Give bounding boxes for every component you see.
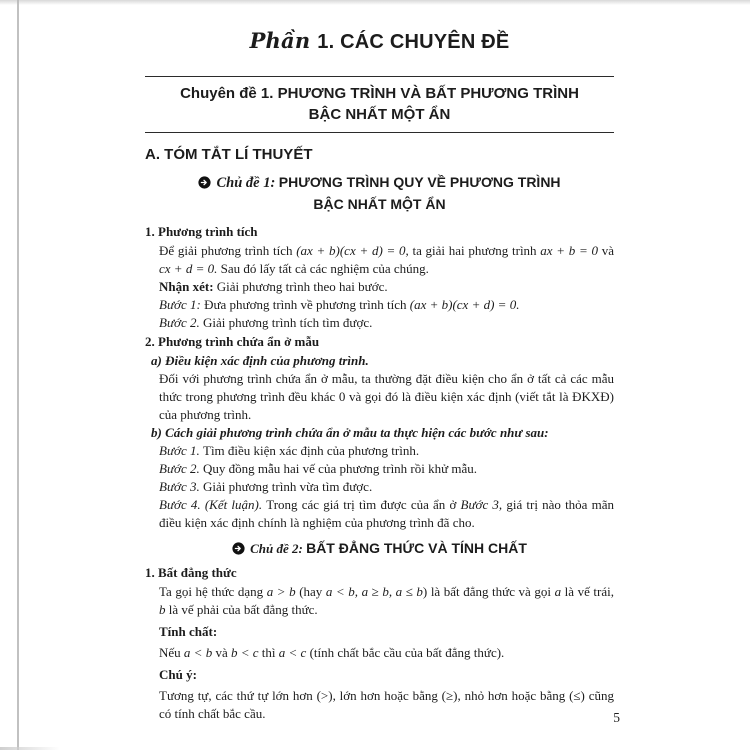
content-block-num-heading xyxy=(145,333,614,351)
text-segment: Bước 2. xyxy=(159,315,203,330)
text-segment: là vế phải của bất đẳng thức. xyxy=(165,602,318,617)
topic1-title-line2: BẬC NHẤT MỘT ẨN xyxy=(313,196,446,212)
content-block-body xyxy=(145,442,614,460)
text-segment: Giải phương trình vừa tìm được. xyxy=(203,479,373,494)
text-segment: a < c xyxy=(278,645,307,660)
text-segment: b < c xyxy=(230,645,259,660)
content-block-body xyxy=(145,644,614,662)
text-segment: a xyxy=(554,584,562,599)
content-block-body xyxy=(145,278,614,296)
topic1-heading-line1 xyxy=(145,172,614,194)
text-segment: Sau đó lấy tất cả các nghiệm của chúng. xyxy=(217,261,429,276)
content-block-body xyxy=(145,496,614,532)
text-segment: (hay xyxy=(295,584,326,599)
text-segment: Bước 2. xyxy=(159,461,203,476)
book-page-content xyxy=(145,0,614,723)
text-segment: Bước 1: xyxy=(159,297,205,312)
content-block-body xyxy=(145,583,614,619)
text-segment: Giải phương trình theo hai bước. xyxy=(216,279,388,294)
content-blocks xyxy=(145,223,614,723)
text-segment: BẤT ĐẲNG THỨC VÀ TÍNH CHẤT xyxy=(306,540,527,556)
text-segment: (ax + b)(cx + d) = 0, xyxy=(296,243,409,258)
text-segment: Đưa phương trình về phương trình tích xyxy=(204,297,410,312)
text-segment: Trong các giá trị tìm được của ẩn ở xyxy=(266,497,461,512)
content-block-body xyxy=(145,370,614,424)
text-segment: Đối với phương trình chứa ẩn ở mẫu, ta thường đặt điều kiện cho ẩn ở tất cả các mẫu thức trong phương trình đều khác 0 và gọi đó là điều kiện xác định (viết tắt là ĐKXĐ) của phương trình. xyxy=(159,371,614,422)
content-block-body xyxy=(145,296,614,314)
text-segment: và xyxy=(212,645,231,660)
text-segment: Để giải phương trình tích xyxy=(159,243,297,258)
chapter-title xyxy=(145,83,614,125)
text-segment: ax + b = 0 xyxy=(540,243,598,258)
text-segment: Ta gọi hệ thức dạng xyxy=(159,584,267,599)
content-block-body xyxy=(145,478,614,496)
text-segment: là vế trái, xyxy=(561,584,614,599)
text-segment: thì xyxy=(258,645,279,660)
text-segment: ta giải hai phương trình xyxy=(408,243,541,258)
content-block-label-heading xyxy=(145,623,614,641)
content-block-label-heading xyxy=(145,666,614,684)
divider-rule-bottom xyxy=(145,132,614,133)
content-block-sub-heading xyxy=(145,352,614,370)
text-segment: Nhận xét: xyxy=(159,279,217,294)
text-segment: ) là bất đẳng thức và gọi xyxy=(422,584,555,599)
text-segment: 2. Phương trình chứa ẩn ở mẫu xyxy=(145,334,320,349)
part-label-script: Phần xyxy=(249,28,311,53)
topic1-heading xyxy=(145,172,614,215)
scan-left-edge-line xyxy=(17,0,19,750)
divider-rule-top xyxy=(145,76,614,77)
text-segment: a > b xyxy=(266,584,296,599)
text-segment: và xyxy=(598,243,614,258)
text-segment: (ax + b)(cx + d) = 0. xyxy=(409,297,520,312)
chapter-title-line2: BẬC NHẤT MỘT ẨN xyxy=(308,106,451,123)
text-segment: 1. Bất đẳng thức xyxy=(145,565,237,580)
text-segment: giá trị nào thỏa mãn điều kiện xác định chính là nghiệm của phương trình đã cho. xyxy=(159,497,614,530)
topic1-label: Chủ đề 1: xyxy=(216,175,276,191)
arrow-circle-icon xyxy=(232,541,250,556)
topic1-title-line1: PHƯƠNG TRÌNH QUY VỀ PHƯƠNG TRÌNH xyxy=(278,174,561,190)
text-segment: (tính chất bắc cầu của bất đẳng thức). xyxy=(306,645,505,660)
content-block-num-heading xyxy=(145,223,614,241)
part-title-text: 1. CÁC CHUYÊN ĐỀ xyxy=(317,31,510,53)
content-block-num-heading xyxy=(145,564,614,582)
text-segment: cx + d = 0. xyxy=(159,261,218,276)
text-segment: Tìm điều kiện xác định của phương trình. xyxy=(203,443,420,458)
part-title xyxy=(145,28,614,54)
text-segment: Tính chất: xyxy=(159,624,218,639)
arrow-circle-icon xyxy=(198,176,216,191)
text-segment: Bước 1. xyxy=(159,443,203,458)
text-segment: Bước 4. (Kết luận). xyxy=(159,497,267,512)
text-segment: Bước 3. xyxy=(159,479,203,494)
chapter-title-line1: Chuyên đề 1. PHƯƠNG TRÌNH VÀ BẤT PHƯƠNG TRÌNH xyxy=(180,85,579,102)
content-block-body xyxy=(145,314,614,332)
content-block-body xyxy=(145,460,614,478)
text-segment: Chủ đề 2: xyxy=(250,541,307,556)
text-segment: Giải phương trình tích tìm được. xyxy=(203,315,373,330)
content-block-sub-heading xyxy=(145,424,614,442)
text-segment: Chú ý: xyxy=(159,667,197,682)
content-block-body xyxy=(145,242,614,278)
content-block-body xyxy=(145,687,614,723)
content-block-topic-heading xyxy=(145,539,614,558)
page-number: 5 xyxy=(613,710,620,725)
text-segment: a) Điều kiện xác định của phương trình. xyxy=(151,353,369,368)
text-segment: a < b, a ≥ b, a ≤ b xyxy=(325,584,423,599)
text-segment: b) Cách giải phương trình chứa ẩn ở mẫu ta thực hiện các bước như sau: xyxy=(151,425,549,440)
text-segment: b xyxy=(159,602,166,617)
text-segment: Quy đồng mẫu hai vế của phương trình rồi khử mẫu. xyxy=(203,461,478,476)
section-heading: A. TÓM TẮT LÍ THUYẾT xyxy=(145,146,313,163)
text-segment: Tương tự, các thứ tự lớn hơn (>), lớn hơn hoặc bằng (≥), nhỏ hơn hoặc bằng (≤) cũng có tính chất bắc cầu. xyxy=(159,688,614,721)
text-segment: a < b xyxy=(183,645,213,660)
text-segment: Bước 3, xyxy=(460,497,503,512)
text-segment: Nếu xyxy=(159,645,184,660)
text-segment: 1. Phương trình tích xyxy=(145,224,258,239)
